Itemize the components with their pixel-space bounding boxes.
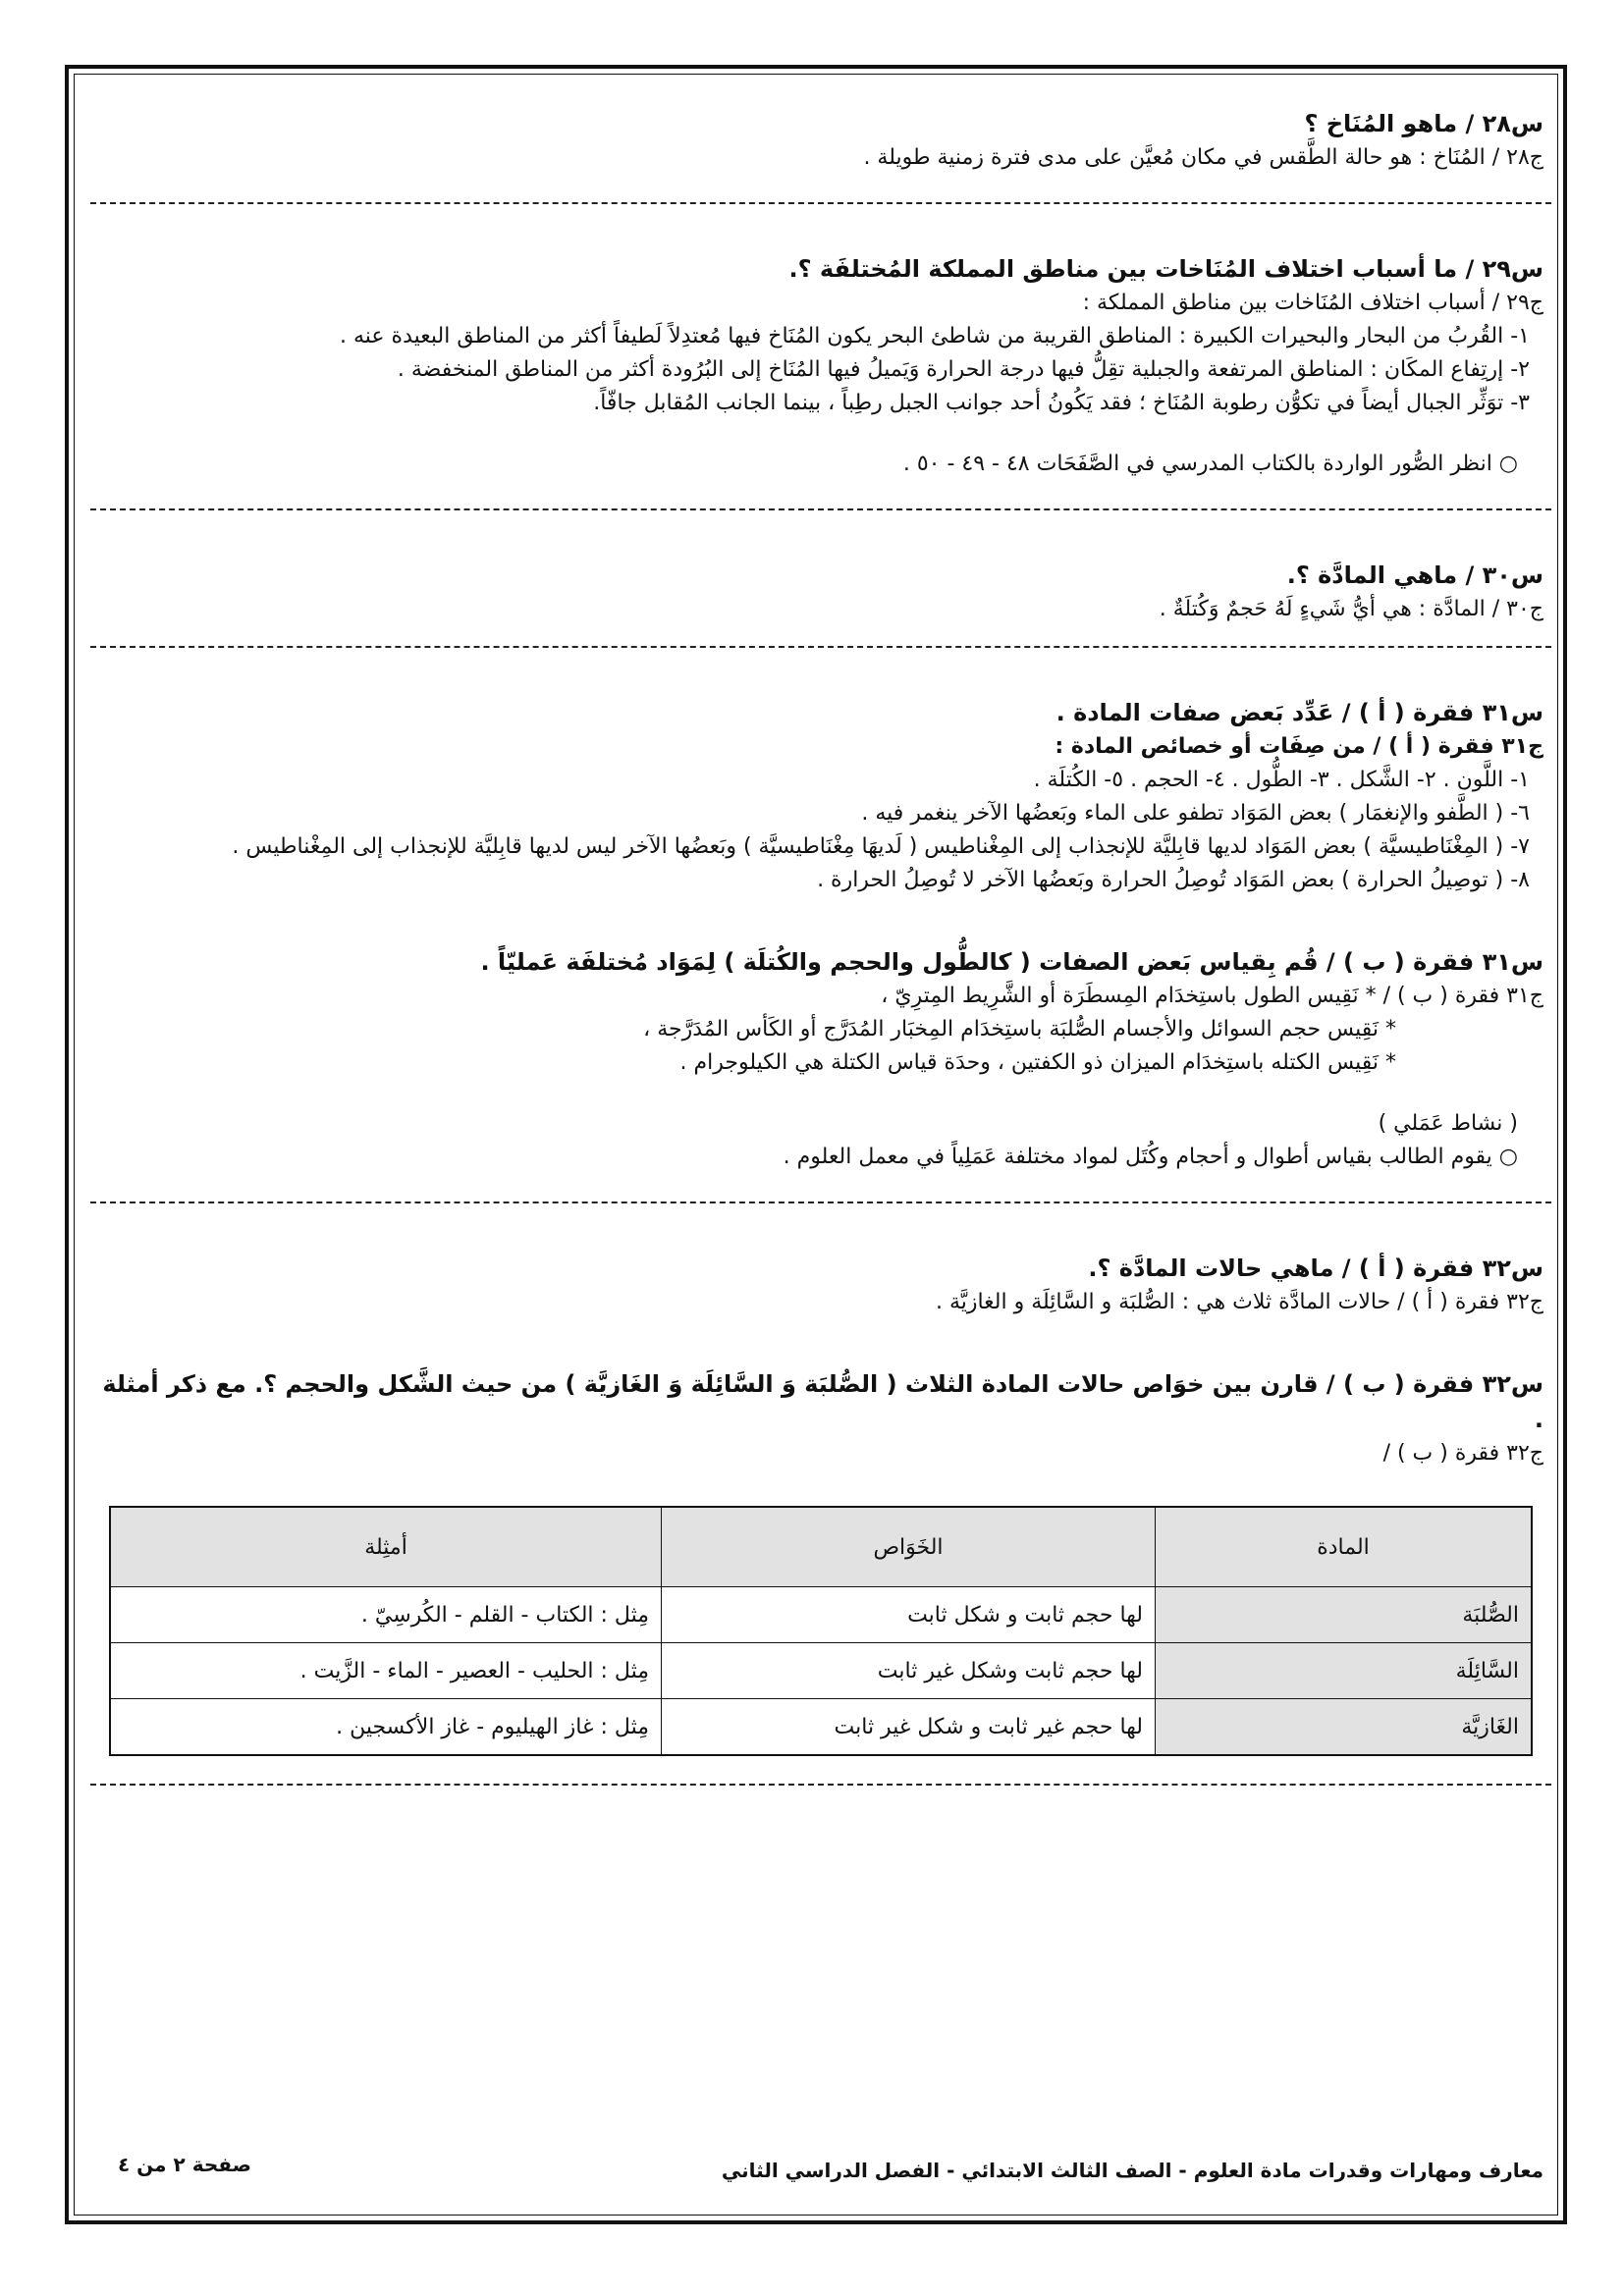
cell-properties: لها حجم غير ثابت و شكل غير ثابت [662, 1699, 1156, 1756]
answer-31b-line: ج٣١ فقرة ( ب ) / * نَقِيس الطول باستِخدَام المِسطَرَة أو الشَّرِيط المِترِيّ ، [881, 984, 1543, 1008]
answer-31a-item: ٦- ( الطَّفو والإنغمَار ) بعض المَوَاد تطفو على الماء وبَعضُها الآخر ينغمر فيه . [861, 801, 1530, 826]
header-properties: الخَوَاص [662, 1507, 1156, 1587]
table-header-row [110, 1507, 1532, 1587]
question-32b: س٣٢ فقرة ( ب ) / قارن بين خوَاص حالات المادة الثلاث ( الصُّلبَة وَ السَّائِلَة وَ الغَازيَّة ) من حيث الشَّكل والحجم ؟. مع ذكر أمثلة . [102, 1370, 1543, 1433]
answer-31a-item: ٧- ( المِغْنَاطيسيَّة ) بعض المَوَاد لديها قابِليَّة للإنجذاب إلى المِغْناطيس ( لَديهَا مِغْنَاطيسيَّة ) وبَعضُها الآخر ليس لديها قابِليَّة للإنجذاب إلى المِغْناطيس . [232, 834, 1530, 859]
worksheet-content [98, 98, 1543, 1786]
answer-31b-line: * نَقِيس حجم السوائل والأجسام الصُّلبَة باستِخدَام المِخبَار المُدَرَّج أو الكَأس المُدَرَّجة ، [643, 1017, 1396, 1041]
answer-31a-item: ٨- ( توصِيلُ الحرارة ) بعض المَوَاد تُوصِلُ الحرارة وبَعضُها الآخر لا تُوصِلُ الحرارة . [817, 868, 1530, 892]
question-28: س٢٨ / ماهو المُنَاخ ؟ [1304, 110, 1543, 137]
answer-31a-intro: ج٣١ فقرة ( أ ) / من صِفَات أو خصائص المادة : [1055, 734, 1543, 759]
answer-32a: ج٣٢ فقرة ( أ ) / حالات المادَّة ثلاث هي : الصُّلبَة و السَّائِلَة و الغازيَّة . [935, 1290, 1543, 1314]
cell-properties: لها حجم ثابت وشكل غير ثابت [662, 1643, 1156, 1699]
answer-31b-line: * نَقِيس الكتله باستِخدَام الميزان ذو الكفتين ، وحدَة قياس الكتلة هي الكيلوجرام . [679, 1050, 1396, 1075]
question-30: س٣٠ / ماهي المادَّة ؟. [1286, 561, 1543, 589]
question-29: س٢٩ / ما أسباب اختلاف المُنَاخات بين مناطق المملكة المُختلفَة ؟. [788, 255, 1543, 283]
answer-30: ج٣٠ / المادَّة : هي أيُّ شَيءٍ لَهُ حَجمٌ وَكُتلَةٌ . [1159, 597, 1543, 621]
question-31b: س٣١ فقرة ( ب ) / قُم بِقياس بَعض الصفات ( كالطُّول والحجم والكُتلَة ) لِمَوَاد مُختلفَة عَمليّاً . [480, 948, 1543, 976]
question-32a: س٣٢ فقرة ( أ ) / ماهي حالات المادَّة ؟. [1088, 1255, 1543, 1282]
cell-properties: لها حجم ثابت و شكل ثابت [662, 1587, 1156, 1643]
answer-29-intro: ج٢٩ / أسباب اختلاف المُنَاخات بين مناطق المملكة : [1082, 291, 1543, 315]
header-examples: أمثِلة [110, 1507, 662, 1587]
answer-29-note: ○ انظر الصُّور الواردة بالكتاب المدرسي في الصَّفَحَات ٤٨ - ٤٩ - ٥٠ . [902, 452, 1518, 476]
cell-material: الصُّلبَة [1156, 1587, 1533, 1643]
cell-examples: مِثل : غاز الهيليوم - غاز الأكسجين . [110, 1699, 662, 1756]
answer-29-item: ٢- إرتِفاع المكَان : المناطق المرتفعة والجبلية تقِلُّ فيها درجة الحرارة وَيَميلُ فيها المُنَاخ إلى البُرُودة أكثر من المناطق المنخفضة . [397, 357, 1530, 382]
answer-29-item: ٣- توَثِّر الجبال أيضاً في تكوُّن رطوبة المُنَاخ ؛ فقد يَكُونُ أحد جوانب الجبل رطِباً ، بينما الجانب المُقابل جافّاً. [593, 391, 1530, 415]
cell-material: الغَازيَّة [1156, 1699, 1533, 1756]
answer-31a-list: ١- اللَّون . ٢- الشَّكل . ٣- الطُّول . ٤- الحجم . ٥- الكُتلَة . [1033, 768, 1530, 792]
table-row [110, 1587, 1532, 1643]
cell-material: السَّائِلَة [1156, 1643, 1533, 1699]
cell-examples: مِثل : الكتاب - القلم - الكُرسِيّ . [110, 1587, 662, 1643]
header-material: المادة [1156, 1507, 1533, 1587]
section-divider [90, 1784, 1551, 1786]
activity-note: ○ يقوم الطالب بقياس أطوال و أحجام وكُتَل لمواد مختلفة عَمَلِياً في معمل العلوم . [783, 1145, 1518, 1169]
question-31a: س٣١ فقرة ( أ ) / عَدِّد بَعض صفات المادة . [1056, 699, 1543, 726]
answer-29-item: ١- القُربُ من البحار والبحيرات الكبيرة : المناطق القريبة من شاطئ البحر يكون المُنَاخ فيها مُعتدِلاً لَطيفاً أكثر من المناطق البعيدة عنه . [340, 324, 1530, 348]
table-row [110, 1643, 1532, 1699]
footer-title: معارف ومهارات وقدرات مادة العلوم - الصف الثالث الابتدائي - الفصل الدراسي الثاني [721, 2159, 1543, 2182]
cell-examples: مِثل : الحليب - العصير - الماء - الزَّيت . [110, 1643, 662, 1699]
answer-32b: ج٣٢ فقرة ( ب ) / [1382, 1441, 1543, 1466]
states-of-matter-table [109, 1506, 1533, 1756]
page-number: صفحة ٢ من ٤ [118, 2153, 251, 2176]
activity-title: ( نشاط عَمَلي ) [1378, 1111, 1518, 1136]
answer-28: ج٢٨ / المُنَاخ : هو حالة الطَّقس في مكان مُعيَّن على مدى فترة زمنية طويلة . [863, 145, 1543, 170]
table-row [110, 1699, 1532, 1756]
page-footer [98, 2147, 1543, 2186]
